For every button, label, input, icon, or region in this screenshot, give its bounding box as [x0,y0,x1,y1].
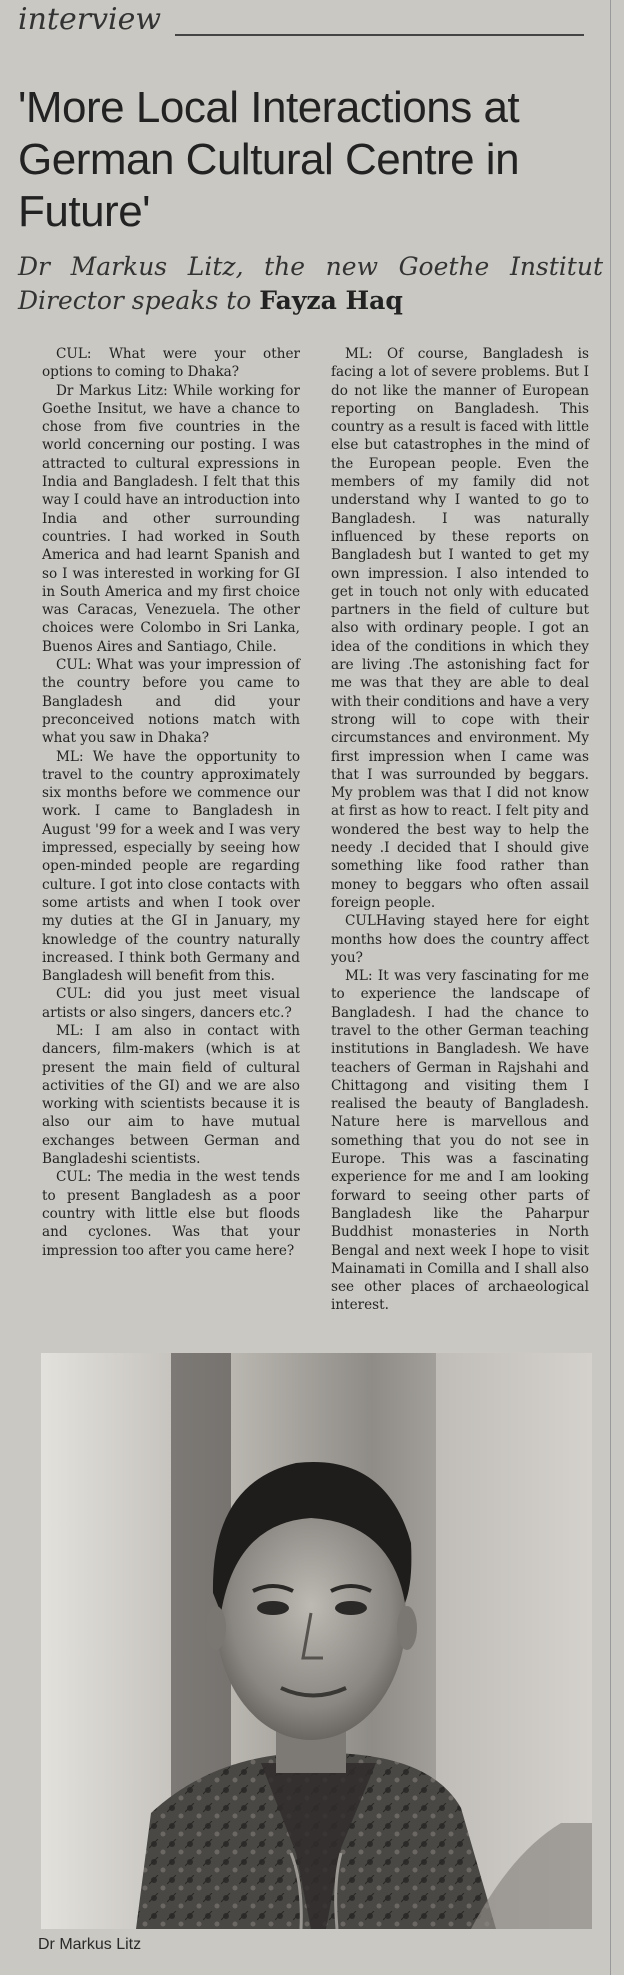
paragraph: ML: It was very fascinating for me to experience the landscape of Bangladesh. I had the chance to travel to the other German teaching institutions in Bangladesh. We have teachers of German in Rajshahi and Chittagong and visiting them I realised the beauty of Bangladesh. Nature here is marvellous and something that you do not see in Europe. This was a fascinating experience for me and I am looking forward to seeing other parts of Bangladesh like the Paharpur Buddhist monasteries in North Bengal and next week I hope to visit Mainamati in Comilla and I shall also see other places of archaeological interest. [331,968,589,1314]
headline: 'More Local Interactions at German Cultural Centre in Future' [18,83,520,236]
paragraph: ML: I am also in contact with dancers, film-makers (which is at present the main field of cultural activities of the GI) and we are also working with scientists because it is also our aim to have mutual exchanges between German and Bangladeshi scientists. [42,1022,300,1168]
portrait-illustration [41,1353,592,1929]
paragraph: Dr Markus Litz: While working for Goethe Insitut, we have a chance to chose from five countries in the world concerning our posting. I was attracted to cultural expressions in India and Bangladesh. I felt that this way I could have an introduction into India and other surrounding countries. I had worked in South America and had learnt Spanish and so I was interested in working for GI in South America and my first choice was Caracas, Venezuela. The other choices were Colombo in Sri Lanka, Buenos Aires and Santiago, Chile. [42,382,300,655]
article-column-1 [42,345,300,1260]
portrait-photo [41,1353,592,1929]
deck-intro: Dr Markus Litz, the new Goethe Institut Director speaks to [18,252,603,315]
photo-caption: Dr Markus Litz [38,1936,142,1953]
deck-author: Fayza Haq [259,286,403,315]
paragraph: CULHaving stayed here for eight months how does the country affect you? [331,913,589,966]
paragraph: ML: We have the opportunity to travel to the country approximately six months before we commence our work. I came to Bangladesh in August '99 for a week and I was very impressed, especially by seeing how open-minded people are regarding culture. I got into close contacts with some artists and when I took over my duties at the GI in January, my knowledge of the country naturally increased. I think both Germany and Bangladesh will benefit from this. [42,748,300,985]
deck [18,250,603,318]
section-rule [175,34,584,36]
paragraph: CUL: The media in the west tends to present Bangladesh as a poor country with little else but floods and cyclones. Was that your impression too after you came here? [42,1169,300,1259]
article-column-2 [331,345,589,1315]
section-label: interview [18,2,162,37]
paragraph: ML: Of course, Bangladesh is facing a lot of severe problems. But I do not like the manner of European reporting on Bangladesh. This country as a result is faced with little else but catastrophes in the mind of the European people. Even the members of my family did not understand why I wanted to go to Bangladesh. I was naturally influenced by these reports on Bangladesh but I wanted to get my own impression. I also intended to get in touch not only with educated partners in the field of culture but also with ordinary people. I got an idea of the conditions in which they are living .The astonishing fact for me was that they are able to deal with their conditions and have a very strong will to cope with their circumstances and environment. My first impression when I came was that I was surrounded by beggars. My problem was that I did not know at first as how to react. I felt pity and wondered the best way to help the needy .I decided that I should give something like food rather than money to beggars who often assail foreign people. [331,346,589,911]
paragraph: CUL: What was your impression of the country before you came to Bangladesh and did your preconceived notions match with what you saw in Dhaka? [42,657,300,747]
page-edge-rule [610,0,611,1975]
paragraph: CUL: What were your other options to coming to Dhaka? [42,346,300,381]
paragraph: CUL: did you just meet visual artists or also singers, dancers etc.? [42,986,300,1021]
